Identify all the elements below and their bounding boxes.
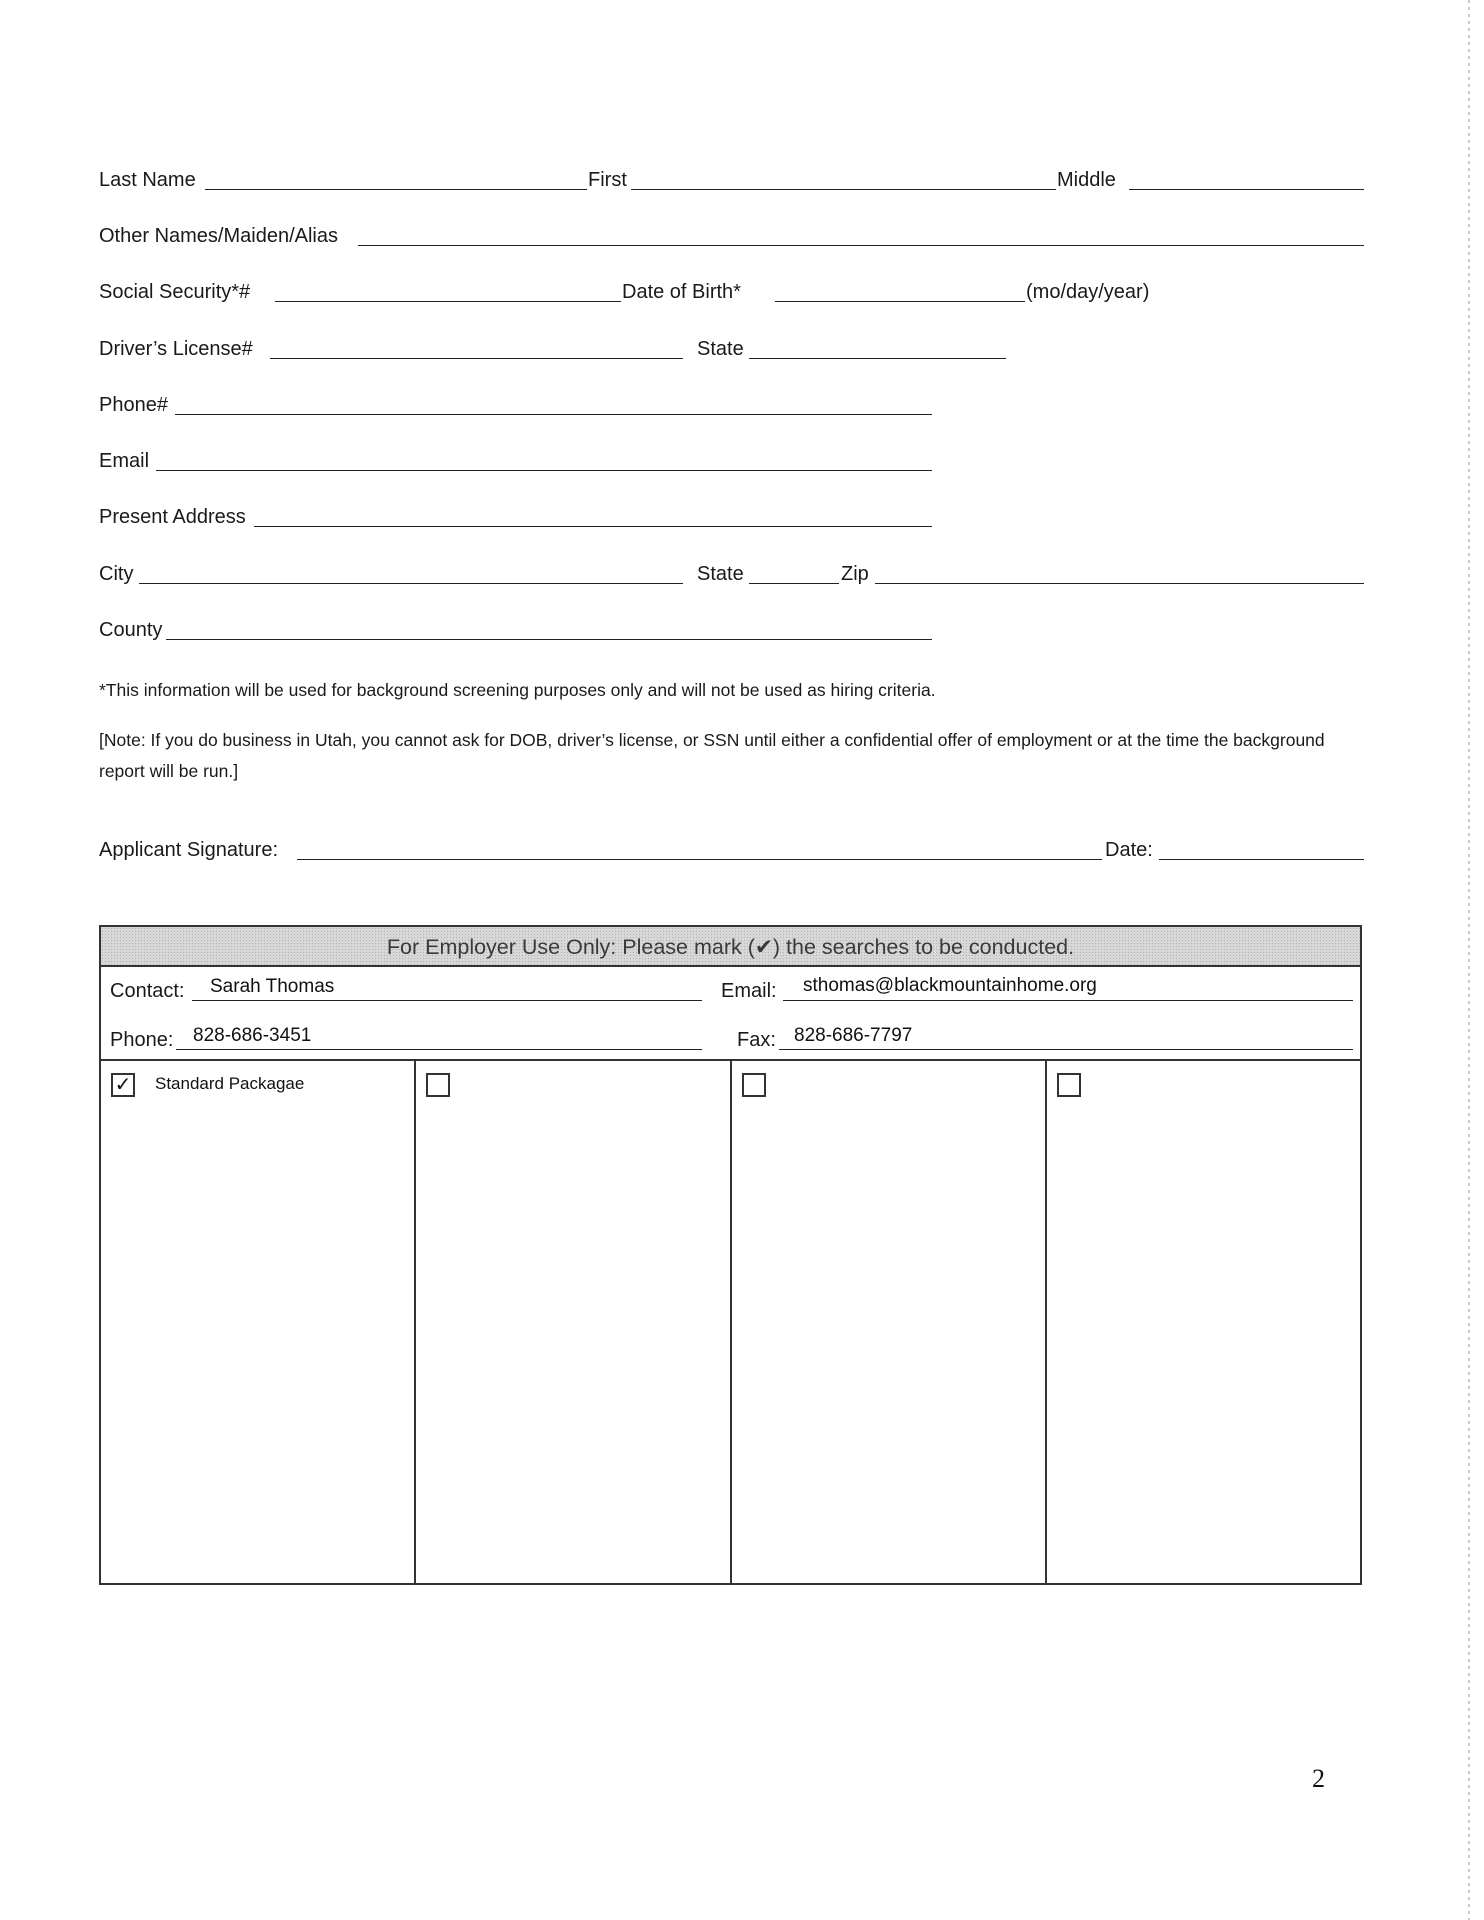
zip-field[interactable] <box>875 583 1364 584</box>
email-row <box>99 445 1364 481</box>
employer-phone-value[interactable]: 828-686-3451 <box>193 1025 312 1046</box>
last-name-field[interactable] <box>205 189 587 190</box>
dob-field[interactable] <box>775 301 1025 302</box>
phone-label: Phone# <box>99 394 168 416</box>
last-name-label: Last Name <box>99 169 196 191</box>
first-name-field[interactable] <box>631 189 1056 190</box>
email-field-group <box>721 975 1361 1011</box>
city-state-field[interactable] <box>749 583 839 584</box>
employer-fax-label: Fax: <box>737 1029 776 1051</box>
other-names-label: Other Names/Maiden/Alias <box>99 225 338 247</box>
signature-date-label: Date: <box>1105 839 1153 861</box>
signature-date-field[interactable] <box>1159 859 1364 860</box>
address-row <box>99 501 1364 537</box>
ssn-dob-row <box>99 276 1364 312</box>
county-field[interactable] <box>166 639 932 640</box>
phone-field[interactable] <box>175 414 932 415</box>
present-address-label: Present Address <box>99 506 246 528</box>
middle-name-label: Middle <box>1057 169 1116 191</box>
search-option-checkbox[interactable] <box>426 1073 450 1097</box>
employer-email-line <box>783 1000 1353 1001</box>
city-row <box>99 558 1364 594</box>
standard-package-label: Standard Packagae <box>155 1074 305 1093</box>
page-edge <box>1468 0 1470 1920</box>
email-label: Email <box>99 450 150 472</box>
city-state-label: State <box>697 563 744 585</box>
dob-format-label: (mo/day/year) <box>1026 281 1150 303</box>
employer-phone-label: Phone: <box>110 1029 174 1051</box>
employer-email-value[interactable]: sthomas@blackmountainhome.org <box>803 975 1097 996</box>
applicant-signature-label: Applicant Signature: <box>99 839 279 861</box>
utah-note: [Note: If you do business in Utah, you cannot ask for DOB, driver’s license, or SSN until either a confidential offer of employment or at the time the background report will be run.] <box>99 730 1325 781</box>
employer-fax-group <box>737 1024 1361 1060</box>
present-address-field[interactable] <box>254 526 932 527</box>
search-option-column <box>732 1061 1047 1583</box>
city-field[interactable] <box>139 583 683 584</box>
employer-header: For Employer Use Only: Please mark (✔) the searches to be conducted. <box>101 927 1360 967</box>
city-label: City <box>99 563 134 585</box>
search-options-grid <box>101 1059 1360 1583</box>
search-option-column <box>101 1061 416 1583</box>
search-option-column <box>416 1061 731 1583</box>
disclaimer-note: *This information will be used for background screening purposes only and will not be used as hiring criteria. <box>99 680 936 700</box>
zip-label: Zip <box>841 563 869 585</box>
other-names-row <box>99 220 1364 256</box>
license-state-field[interactable] <box>749 358 1006 359</box>
search-option-column <box>1047 1061 1360 1583</box>
employer-use-box <box>99 925 1362 1585</box>
middle-name-field[interactable] <box>1129 189 1364 190</box>
search-option-checkbox[interactable] <box>742 1073 766 1097</box>
applicant-signature-field[interactable] <box>297 859 1102 860</box>
county-label: County <box>99 619 163 641</box>
license-state-label: State <box>697 338 744 360</box>
phone-row <box>99 389 1364 425</box>
standard-package-checkbox[interactable]: ✓ <box>111 1073 135 1097</box>
contact-line <box>192 1000 702 1001</box>
license-row <box>99 333 1364 369</box>
page-number: 2 <box>1312 1764 1325 1793</box>
dob-label: Date of Birth* <box>622 281 741 303</box>
other-names-field[interactable] <box>358 245 1364 246</box>
signature-row <box>99 834 1364 870</box>
first-name-label: First <box>588 169 627 191</box>
contact-field-group <box>110 975 710 1011</box>
name-row <box>99 164 1364 200</box>
employer-phone-line <box>176 1049 702 1050</box>
contact-value[interactable]: Sarah Thomas <box>210 976 335 997</box>
search-option-checkbox[interactable] <box>1057 1073 1081 1097</box>
drivers-license-label: Driver’s License# <box>99 338 253 360</box>
ssn-label: Social Security*# <box>99 281 251 303</box>
employer-email-label: Email: <box>721 980 777 1002</box>
drivers-license-field[interactable] <box>270 358 683 359</box>
contact-label: Contact: <box>110 980 185 1002</box>
email-field[interactable] <box>156 470 932 471</box>
ssn-field[interactable] <box>275 301 621 302</box>
employer-fax-line <box>779 1049 1353 1050</box>
county-row <box>99 614 1364 650</box>
employer-fax-value[interactable]: 828-686-7797 <box>794 1025 913 1046</box>
employer-phone-group <box>110 1024 710 1060</box>
